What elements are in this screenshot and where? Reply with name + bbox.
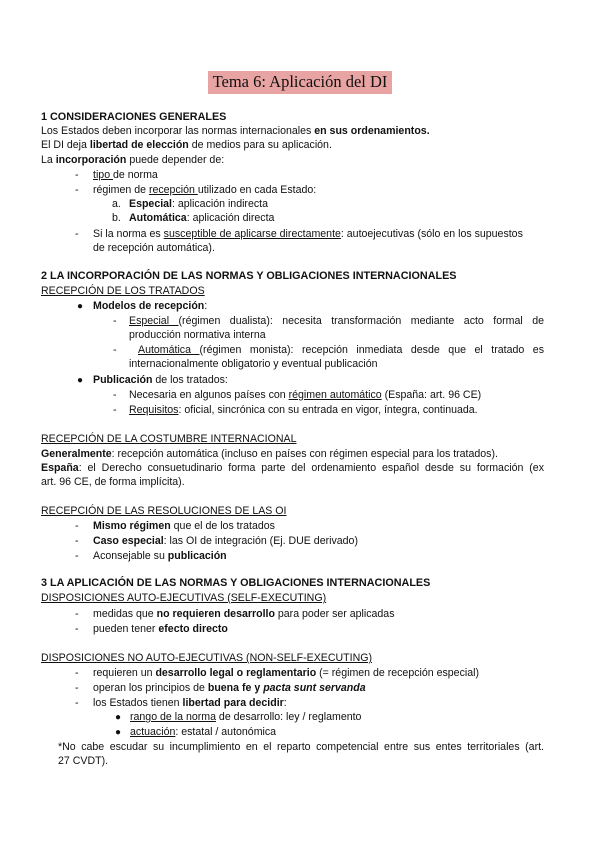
- list-marker: b.: [112, 212, 121, 224]
- text: de medios para su aplicación.: [188, 139, 332, 151]
- text: :: [204, 300, 208, 312]
- text: (España: art. 96 CE): [381, 389, 482, 401]
- list-item: [138, 344, 544, 357]
- text: para poder ser aplicadas: [274, 608, 395, 620]
- list-item: [129, 212, 274, 225]
- bold-text: libertad de elección: [89, 139, 189, 151]
- bold-text: y: [251, 682, 264, 694]
- bold-text: Automática: [129, 212, 187, 224]
- dash-bullet: -: [113, 315, 117, 327]
- footnote-continuation: 27 CVDT).: [58, 755, 109, 767]
- text: : oficial, sincrónica con su entrada en vigor, íntegra, continuada.: [178, 404, 478, 416]
- dash-bullet: -: [75, 682, 79, 694]
- list-item: [93, 374, 228, 387]
- dash-bullet: -: [75, 535, 79, 547]
- dash-bullet: -: [75, 520, 79, 532]
- list-item: [129, 389, 481, 402]
- subsection-heading: DISPOSICIONES AUTO-EJECUTIVAS (SELF-EXECUTING): [41, 592, 327, 604]
- text: utilizado en cada Estado:: [197, 184, 317, 196]
- section-3-heading: 3 LA APLICACIÓN DE LAS NORMAS Y OBLIGACIONES INTERNACIONALES: [41, 577, 431, 589]
- section-2-heading: 2 LA INCORPORACIÓN DE LAS NORMAS Y OBLIGACIONES INTERNACIONALES: [41, 270, 457, 282]
- list-item: [93, 623, 228, 636]
- underlined-text: régimen automático: [288, 389, 382, 401]
- bold-text: efecto directo: [158, 623, 228, 635]
- subsection-heading: RECEPCIÓN DE LOS TRATADOS: [41, 285, 205, 297]
- underlined-text: Especial: [129, 315, 179, 327]
- underlined-text: Automática: [138, 344, 200, 356]
- text: :: [283, 697, 287, 709]
- list-item: [93, 520, 275, 533]
- bold-text: Mismo régimen: [93, 520, 171, 532]
- list-item: [130, 711, 361, 724]
- bold-text: Caso especial: [93, 535, 164, 547]
- text: El DI deja: [41, 139, 90, 151]
- section-1-heading: 1 CONSIDERACIONES GENERALES: [41, 111, 227, 123]
- bold-text: en sus ordenamientos.: [314, 125, 430, 137]
- bold-text: libertad para decidir: [182, 697, 284, 709]
- bullet-icon: ●: [115, 712, 122, 723]
- bold-text: Publicación: [93, 374, 153, 386]
- dash-bullet: -: [75, 169, 79, 181]
- text: que el de los tratados: [170, 520, 275, 532]
- text: La: [41, 154, 56, 166]
- text: Si la norma es: [93, 228, 164, 240]
- list-item: [93, 550, 227, 563]
- dash-bullet: -: [75, 228, 79, 240]
- paragraph: [41, 125, 430, 138]
- paragraph: [41, 139, 332, 152]
- text: medidas que: [93, 608, 157, 620]
- paragraph-continuation: art. 96 CE, de forma implícita).: [41, 476, 185, 488]
- text: los Estados tienen: [93, 697, 183, 709]
- text: : las OI de integración (Ej. DUE derivado): [163, 535, 358, 547]
- text: : aplicación indirecta: [172, 198, 268, 210]
- underlined-text: recepción: [148, 184, 198, 196]
- text: Necesaria en algunos países con: [129, 389, 289, 401]
- text: puede depender de:: [126, 154, 225, 166]
- bullet-icon: ●: [77, 375, 84, 386]
- text: (régimen dualista): necesita transformación mediante acto formal de: [178, 315, 544, 327]
- bold-text: Modelos de recepción: [93, 300, 205, 312]
- list-item: [129, 404, 478, 417]
- title-block: [0, 71, 600, 94]
- list-item-continuation: producción normativa interna: [129, 329, 266, 341]
- bold-text: incorporación: [55, 154, 127, 166]
- dash-bullet: -: [113, 404, 117, 416]
- subsection-heading: RECEPCIÓN DE LAS RESOLUCIONES DE LAS OI: [41, 505, 287, 517]
- bold-text: buena fe: [207, 682, 252, 694]
- text: de norma: [113, 169, 158, 181]
- bullet-icon: ●: [115, 727, 122, 738]
- bullet-icon: ●: [77, 301, 84, 312]
- list-item: [93, 697, 287, 710]
- list-marker: a.: [112, 198, 121, 210]
- dash-bullet: -: [75, 184, 79, 196]
- text: : estatal / autonómica: [175, 726, 277, 738]
- paragraph: [41, 462, 544, 475]
- list-item: [93, 608, 395, 621]
- underlined-text: tipo: [93, 169, 114, 181]
- text: de los tratados:: [152, 374, 228, 386]
- text: pueden tener: [93, 623, 159, 635]
- text: : aplicación directa: [186, 212, 275, 224]
- list-item: [129, 315, 544, 328]
- list-item: [93, 682, 366, 695]
- italic-bold-text: pacta sunt servanda: [263, 682, 366, 694]
- list-item: [129, 198, 268, 211]
- text: (= régimen de recepción especial): [316, 667, 479, 679]
- list-item: [93, 184, 316, 197]
- dash-bullet: -: [75, 623, 79, 635]
- footnote: *No cabe escudar su incumplimiento en el reparto competencial entre sus entes territoriales (art.: [58, 741, 544, 753]
- text: : recepción automática (incluso en países con régimen especial para los tratados).: [111, 448, 498, 460]
- dash-bullet: -: [113, 389, 117, 401]
- paragraph: [41, 448, 498, 461]
- list-item: [130, 726, 276, 739]
- bold-text: Generalmente: [41, 448, 112, 460]
- dash-bullet: -: [113, 344, 117, 356]
- text: operan los principios de: [93, 682, 208, 694]
- list-item: [93, 535, 358, 548]
- bold-text: España: [41, 462, 79, 474]
- text: requieren un: [93, 667, 156, 679]
- underlined-text: susceptible de aplicarse directamente: [163, 228, 341, 240]
- bold-text: Especial: [129, 198, 172, 210]
- text: de desarrollo: ley / reglamento: [215, 711, 362, 723]
- list-item: [93, 169, 158, 182]
- list-item-continuation: de recepción automática).: [93, 242, 215, 254]
- text: : el Derecho consuetudinario forma parte del ordenamiento español desde su formación (ex: [78, 462, 544, 474]
- list-item: [93, 228, 523, 241]
- dash-bullet: -: [75, 550, 79, 562]
- text: (régimen monista): recepción inmediata desde que el tratado es: [199, 344, 544, 356]
- dash-bullet: -: [75, 608, 79, 620]
- underlined-text: Requisitos: [129, 404, 179, 416]
- text: Aconsejable su: [93, 550, 168, 562]
- text: : autoejecutivas (sólo en los supuestos: [340, 228, 523, 240]
- list-item-continuation: internacionalmente obligatorio y eventual publicación: [129, 358, 378, 370]
- paragraph: [41, 154, 224, 167]
- list-item: [93, 667, 479, 680]
- list-item: [93, 300, 207, 313]
- subsection-heading: DISPOSICIONES NO AUTO-EJECUTIVAS (NON-SELF-EXECUTING): [41, 652, 372, 664]
- underlined-text: rango de la norma: [130, 711, 216, 723]
- dash-bullet: -: [75, 667, 79, 679]
- bold-text: no requieren desarrollo: [156, 608, 275, 620]
- bold-text: publicación: [167, 550, 227, 562]
- page-title: Tema 6: Aplicación del DI: [208, 71, 393, 94]
- subsection-heading: RECEPCIÓN DE LA COSTUMBRE INTERNACIONAL: [41, 433, 297, 445]
- underlined-text: actuación: [130, 726, 176, 738]
- text: régimen de: [93, 184, 149, 196]
- bold-text: desarrollo legal o reglamentario: [155, 667, 317, 679]
- text: Los Estados deben incorporar las normas internacionales: [41, 125, 315, 137]
- dash-bullet: -: [75, 697, 79, 709]
